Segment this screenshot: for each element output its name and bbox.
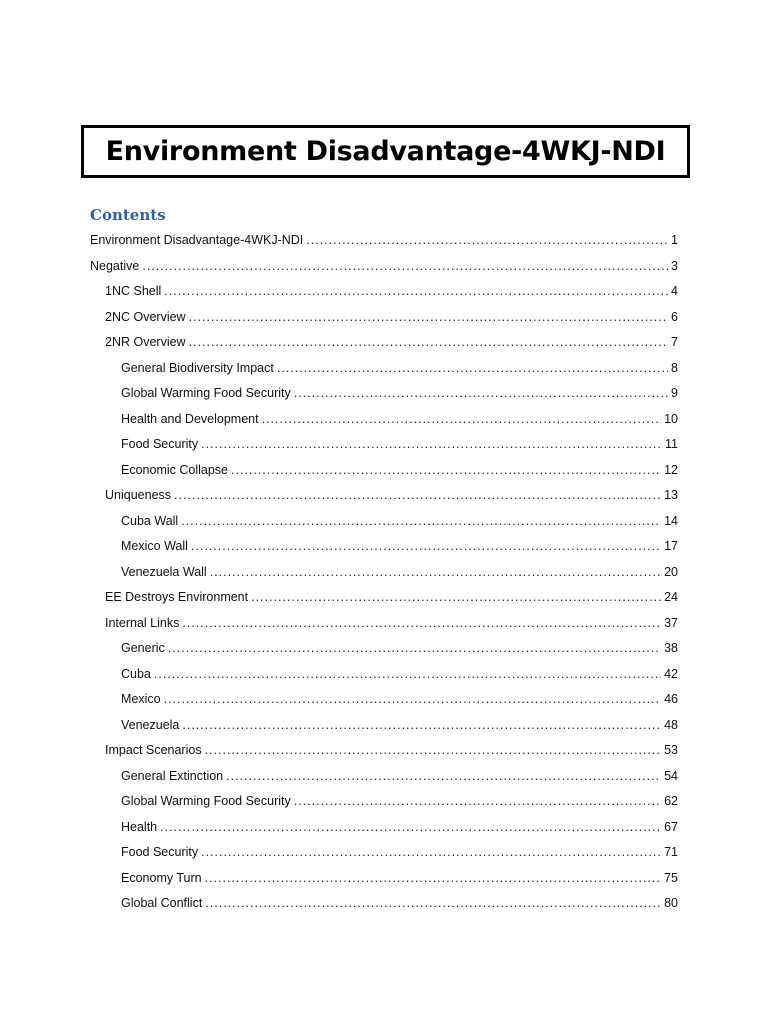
toc-entry-label: Venezuela Wall xyxy=(121,564,207,579)
toc-entry-page: 3 xyxy=(671,258,678,273)
toc-entry-label: Health and Development xyxy=(121,411,259,426)
toc-entry[interactable] xyxy=(90,434,678,460)
toc-entry-label: Cuba xyxy=(121,666,151,681)
toc-entry-label: Economic Collapse xyxy=(121,462,228,477)
toc-entry[interactable] xyxy=(90,281,678,307)
toc-entry-label: 2NC Overview xyxy=(105,309,186,324)
table-of-contents xyxy=(90,230,678,919)
contents-heading: Contents xyxy=(90,206,166,224)
toc-entry[interactable] xyxy=(90,817,678,843)
title-box xyxy=(81,125,690,178)
toc-entry-page: 67 xyxy=(664,819,678,834)
toc-entry-page: 13 xyxy=(664,488,678,502)
toc-entry[interactable] xyxy=(90,740,678,766)
toc-entry-page: 9 xyxy=(671,386,678,400)
toc-leader-dots xyxy=(189,332,668,352)
toc-entry-label: Negative xyxy=(90,258,140,273)
toc-entry-page: 12 xyxy=(664,462,678,477)
toc-entry[interactable] xyxy=(90,307,678,333)
toc-leader-dots xyxy=(201,434,662,454)
toc-entry[interactable] xyxy=(90,791,678,817)
toc-entry-page: 1 xyxy=(671,233,678,247)
toc-leader-dots xyxy=(226,766,661,786)
toc-entry-page: 8 xyxy=(671,360,678,375)
toc-entry[interactable] xyxy=(90,511,678,537)
toc-entry-page: 11 xyxy=(665,437,678,451)
toc-leader-dots xyxy=(164,281,668,301)
toc-leader-dots xyxy=(191,536,661,556)
toc-entry-label: Impact Scenarios xyxy=(105,743,202,757)
toc-entry-label: Internal Links xyxy=(105,615,180,630)
toc-entry-label: Venezuela xyxy=(121,717,180,732)
toc-leader-dots xyxy=(251,587,661,607)
toc-entry[interactable] xyxy=(90,409,678,435)
toc-entry[interactable] xyxy=(90,893,678,919)
toc-entry-page: 37 xyxy=(664,615,678,630)
toc-entry-page: 4 xyxy=(671,284,678,298)
toc-leader-dots xyxy=(231,460,661,480)
toc-leader-dots xyxy=(205,740,662,760)
toc-entry-label: Food Security xyxy=(121,437,199,451)
toc-leader-dots xyxy=(142,256,668,276)
toc-entry-page: 80 xyxy=(664,896,678,910)
toc-entry-page: 62 xyxy=(664,794,678,808)
toc-leader-dots xyxy=(160,817,661,837)
toc-entry-page: 53 xyxy=(664,743,678,757)
toc-leader-dots xyxy=(294,791,661,811)
toc-entry[interactable] xyxy=(90,256,678,282)
toc-leader-dots xyxy=(168,638,661,658)
toc-leader-dots xyxy=(189,307,668,327)
toc-leader-dots xyxy=(154,664,661,684)
toc-entry-page: 10 xyxy=(664,411,678,426)
toc-leader-dots xyxy=(164,689,662,709)
toc-entry-page: 17 xyxy=(664,539,678,553)
toc-entry-label: Economy Turn xyxy=(121,870,202,885)
toc-entry-label: Mexico xyxy=(121,692,161,706)
toc-entry-page: 20 xyxy=(664,564,678,579)
toc-entry-label: Food Security xyxy=(121,845,199,859)
toc-leader-dots xyxy=(210,562,661,582)
toc-entry-label: EE Destroys Environment xyxy=(105,590,249,604)
toc-entry-label: Global Warming Food Security xyxy=(121,386,291,400)
toc-leader-dots xyxy=(201,842,661,862)
toc-entry[interactable] xyxy=(90,485,678,511)
toc-entry-label: General Extinction xyxy=(121,768,224,783)
toc-entry-label: 2NR Overview xyxy=(105,335,186,349)
toc-leader-dots xyxy=(182,613,661,633)
toc-entry[interactable] xyxy=(90,689,678,715)
toc-entry[interactable] xyxy=(90,562,678,588)
toc-leader-dots xyxy=(205,893,661,913)
toc-leader-dots xyxy=(181,511,661,531)
toc-entry-label: Uniqueness xyxy=(105,488,172,502)
toc-entry[interactable] xyxy=(90,383,678,409)
toc-entry[interactable] xyxy=(90,613,678,639)
toc-entry-label: 1NC Shell xyxy=(105,284,162,298)
toc-entry[interactable] xyxy=(90,664,678,690)
toc-entry-page: 14 xyxy=(664,513,678,528)
toc-entry-label: Mexico Wall xyxy=(121,539,188,553)
toc-entry[interactable] xyxy=(90,868,678,894)
toc-leader-dots xyxy=(182,715,661,735)
toc-leader-dots xyxy=(205,868,662,888)
toc-entry-page: 6 xyxy=(671,309,678,324)
toc-leader-dots xyxy=(306,230,668,250)
toc-entry-label: Global Conflict xyxy=(121,896,203,910)
toc-entry-page: 48 xyxy=(664,717,678,732)
toc-entry[interactable] xyxy=(90,460,678,486)
toc-entry[interactable] xyxy=(90,230,678,256)
toc-leader-dots xyxy=(262,409,662,429)
toc-leader-dots xyxy=(174,485,661,505)
toc-entry-label: Health xyxy=(121,819,158,834)
toc-entry-label: Global Warming Food Security xyxy=(121,794,291,808)
toc-entry[interactable] xyxy=(90,332,678,358)
toc-entry-page: 38 xyxy=(664,641,678,655)
toc-entry-label: Environment Disadvantage-4WKJ-NDI xyxy=(90,233,304,247)
toc-entry-label: Cuba Wall xyxy=(121,513,179,528)
toc-entry[interactable] xyxy=(90,842,678,868)
toc-entry[interactable] xyxy=(90,536,678,562)
toc-entry-page: 24 xyxy=(664,590,678,604)
toc-entry-page: 54 xyxy=(664,768,678,783)
document-title: Environment Disadvantage-4WKJ-NDI xyxy=(105,136,666,167)
toc-entry-page: 42 xyxy=(664,666,678,681)
toc-entry[interactable] xyxy=(90,766,678,792)
toc-entry[interactable] xyxy=(90,587,678,613)
toc-entry[interactable] xyxy=(90,715,678,741)
toc-entry[interactable] xyxy=(90,358,678,384)
toc-entry-page: 7 xyxy=(671,335,678,349)
toc-entry-page: 71 xyxy=(664,845,678,859)
toc-leader-dots xyxy=(277,358,668,378)
toc-entry-label: General Biodiversity Impact xyxy=(121,360,274,375)
toc-leader-dots xyxy=(294,383,668,403)
toc-entry-page: 75 xyxy=(664,870,678,885)
toc-entry[interactable] xyxy=(90,638,678,664)
toc-entry-label: Generic xyxy=(121,641,165,655)
toc-entry-page: 46 xyxy=(664,692,678,706)
